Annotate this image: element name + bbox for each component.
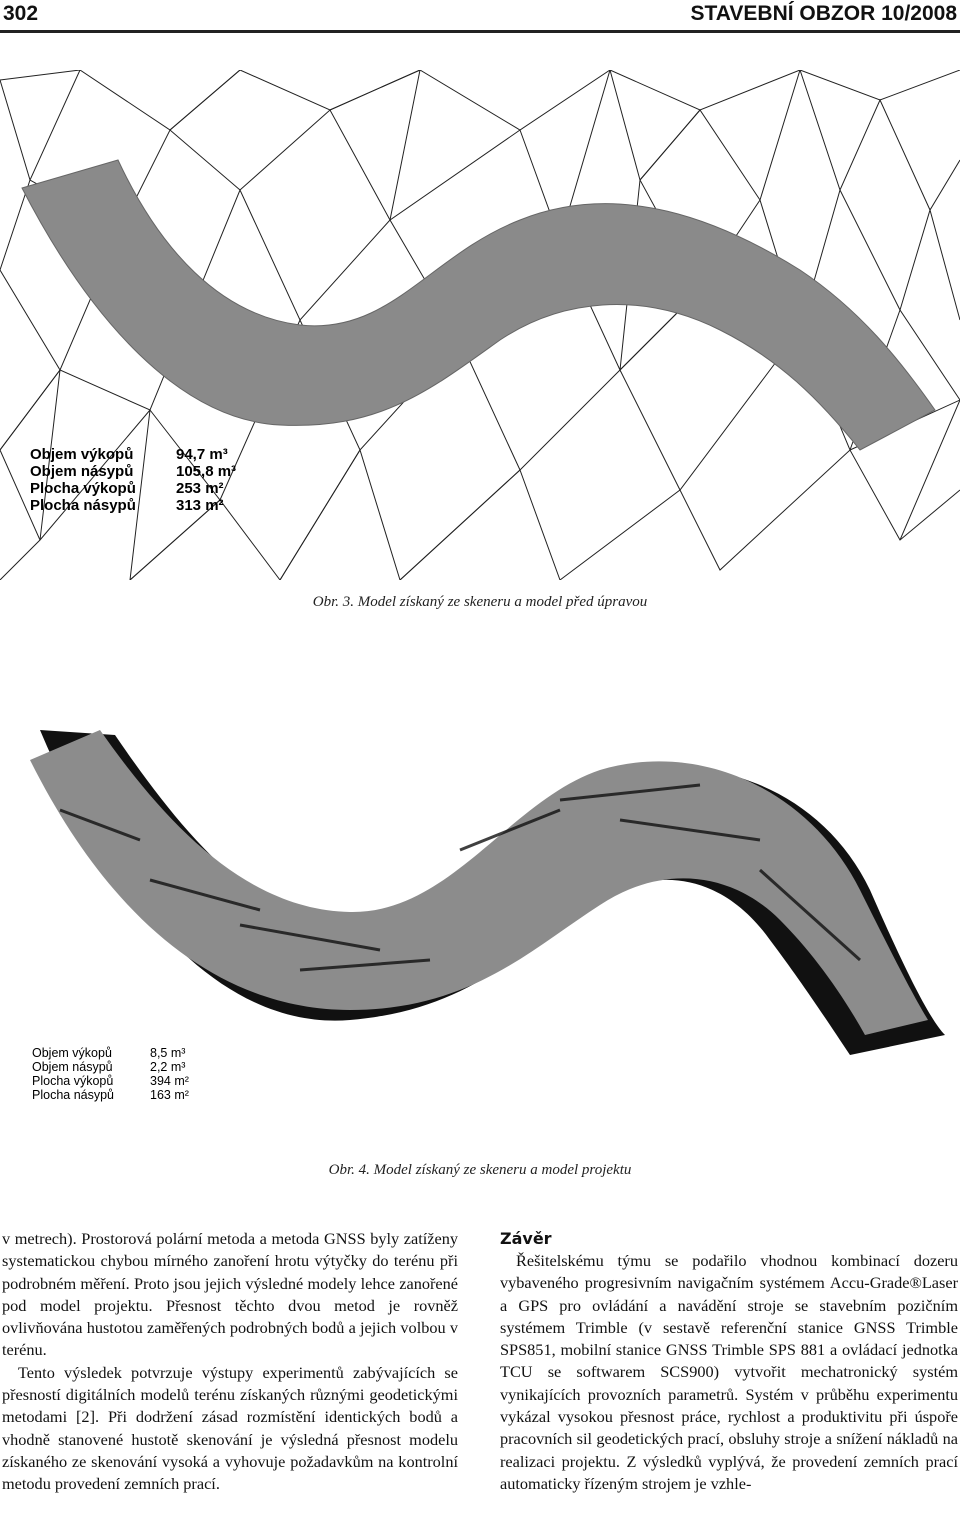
journal-title: STAVEBNÍ OBZOR 10/2008 (690, 2, 957, 25)
page-number: 302 (3, 2, 39, 25)
figure-4-legend: Objem výkopů 8,5 m³ Objem násypů 2,2 m³ Plocha výkopů 394 m² Plocha násypů 163 m² (32, 1046, 189, 1102)
section-heading: Závěr (500, 1229, 552, 1248)
paragraph: v metrech). Prostorová polární metoda a metoda GNSS byly zatíženy systematickou chybou mírného zanoření hrotu výtyčky do terénu při podrobném měření. Proto jsou jejich výsledné modely lehce zanořené pod model projektu. Přesnost těchto dvou metod je rovněž ovlivňována hustotou zaměřených podrobných bodů a jejich volbou v terénu. (2, 1229, 458, 1360)
paragraph: Tento výsledek potvrzuje výstupy experimentů zabývajících se přesností digitálních modelů terénu získaných různými geodetickými metodami [2]. Při dodržení zásad rozmístění identických bodů a vhodně stanovené hustotě skenování je výsledná přesnost modelu získaného ze skenování vysoká a vyhovuje požadavkům na kontrolní metodu provedení zemních prací. (2, 1362, 458, 1494)
paragraph: Řešitelskému týmu se podařilo vhodnou kombinací dozeru vybaveného progresivním navigačním systémem Accu-Grade®Laser a GPS pro ovládání a navádění stroje se stavebním pozičním systémem Trimble (v sestavě referenční stanice GNSS Trimble SPS851, mobilní stanice GNSS Trimble SPS 881 a ovládací jednotka TCU se softwarem SCS900) vytvořit mechatronický systém vynikajících provozních parametrů. Systém v průběhu experimentu vykázal vysokou přesnost práce, rychlost a produktivitu při úspoře pracovních sil geodetických prací, obsluhy stroje a snížení nákladů na realizaci projektu. Z výsledků vyplývá, že provedení zemních prací automaticky řízeným strojem je vzhle- (500, 1251, 958, 1493)
figure-3-legend: Objem výkopů 94,7 m³ Objem násypů 105,8 m³ Plocha výkopů 253 m² Plocha násypů 313 m² (30, 446, 237, 514)
road-model-shape (22, 160, 935, 450)
header-rule (0, 30, 960, 33)
figure-3-caption: Obr. 3. Model získaný ze skeneru a model před úpravou (312, 594, 648, 610)
right-column (500, 1228, 958, 1495)
figure-4-caption: Obr. 4. Model získaný ze skeneru a model projektu (328, 1162, 632, 1178)
page-header (0, 0, 960, 30)
left-column (2, 1228, 458, 1496)
